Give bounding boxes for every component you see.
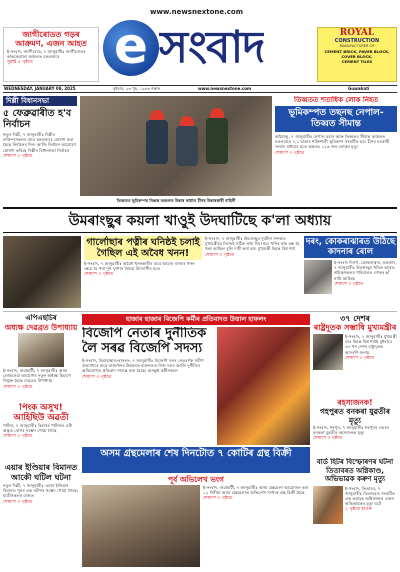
mystery-kicker: ৰহস্যজনক!: [337, 398, 373, 407]
rescue-figure-2: [176, 126, 198, 166]
rescue-photo-caption: তিব্বতত ভূমিকম্পৰ বিধ্বস্ত অঞ্চলত উদ্ধাৰ কাৰ্য্যত চীনৰ উদ্ধাৰকাৰী বাহিনী: [116, 198, 236, 203]
guwahati-cm-story[interactable]: [313, 314, 397, 396]
ad-line-4: CEMENT BRICK, PAVER BLOCK,: [324, 49, 390, 54]
bjp-story[interactable]: [82, 327, 214, 447]
purba-story[interactable]: [82, 475, 310, 569]
coal-banner-headline: উমৰাংছুৰ কয়লা খাওুই উদঘাটিছে ক'লা অধ্যায়: [68, 213, 332, 229]
apsc-body: ই-সংবাদ, গুৱাহাটী, ৭ জানুৱাৰীঃ অসম লোকসেৱা আয়োগৰ নতুন অধ্যক্ষ হিচাপে নিযুক্ত হৈছে দেৱব্ৰত উপাধ্যায়: [3, 368, 71, 384]
air-india-body: নতুন দিল্লী, ৭ জানুৱাৰীঃ এয়াৰ ইণ্ডিয়াৰ বিমানত পুনৰ এক ঘটনাৰ সম্ভেদ পোৱা গৈছে। যাত্ৰীসকলৰ মাজত: [3, 483, 78, 499]
kokrajhar-more[interactable]: শেষাংশ ৩ পৃষ্ঠাত: [334, 281, 364, 287]
left-promo-title-2: আক্ৰমণ, এজন আহত: [15, 39, 87, 48]
tinsukia-more[interactable]: ২ পৃষ্ঠাত চাওক: [345, 507, 372, 513]
row-divider: [3, 311, 397, 312]
rescue-helmet-2: [180, 116, 194, 126]
cm-more[interactable]: শেষাংশ ৩ পৃষ্ঠাত: [205, 252, 235, 258]
guwahati-cm-more[interactable]: শেষাংশ ৩ পৃষ্ঠাত: [345, 355, 375, 361]
mine-headline: গাৰ্লোছাৰ পত্নীৰ ঘনিষ্ঠই চলাই গৈছিল এই অবৈধ খনন!: [84, 236, 202, 260]
dateline-bar: [3, 85, 397, 93]
book-fair-photo: [82, 485, 200, 567]
bjp-rally-photo: [217, 327, 310, 445]
left-promo-title-1: জাগীৰোডত গড়ৰ: [22, 30, 80, 39]
mine-photo: [3, 236, 81, 308]
tibet-more[interactable]: শেষাংশ ৩ পৃষ্ঠাত: [275, 150, 305, 156]
logo-e-icon: e: [103, 20, 159, 76]
delhi-body: নতুন দিল্লী, ৭ জানুৱাৰীঃ দিল্লীৰ বাসিন্দাসকলৰ বাবে মঙলবাৰে ঘোষণা কৰা হৈছে নিৰ্বাচনৰ দিন। আজি নিৰ্বাচন আয়োগে ঘোষণা কৰিছে দিল্লীৰ বিধানসভা নিৰ্বাচন: [3, 132, 77, 153]
dateline-date-as: বুধবাৰ, ২৩ পুহ, ১৯৪৬ শকাব্দ: [113, 86, 161, 91]
tibet-story[interactable]: [275, 96, 397, 208]
air-india-story[interactable]: [3, 463, 79, 569]
mystery-story[interactable]: [313, 398, 397, 456]
ad-line-3: MANUFACTURER OF: [339, 44, 375, 48]
mystery-body: ই-সংবাদ, গহপুৰ, ৭ জানুৱাৰীঃ গহপুৰৰ এঘৰৰ বনকৰা যুৱতীৰ ৰহস্যজনক মৃত্যু: [313, 425, 390, 436]
delhi-more[interactable]: শেষাংশ ৩ পৃষ্ঠাত: [3, 153, 33, 159]
apsc-headline: অধ্যক্ষ দেৱব্ৰত উপাধ্যায়: [4, 323, 78, 332]
guwahati-cm-headline: ৰাষ্ট্ৰদূতক সম্ভাষি মুখ্যমন্ত্ৰীৰ: [313, 323, 397, 332]
apsc-more[interactable]: শেষাংশ ৩ পৃষ্ঠাত: [3, 384, 33, 390]
tibet-body: কাঠমাণ্ডু, ৭ জানুৱাৰীঃ নেপাল বহাৰ আৰু তিব্বতৰ সীমান্ত অঞ্চলত মঙলবাৰে ৭.১ মাত্ৰাৰ শক্তিশালী ভূমিকম্প সংঘটিত হয়। চীনৰ চৰকাৰী সংবাদ মাধ্যমৰ মতে অন্ততঃ ১২৬ জন লোকৰ মৃত্যু: [275, 134, 390, 150]
dateline-site[interactable]: www.newsnextone.com: [198, 86, 252, 91]
left-promo[interactable]: [3, 27, 99, 82]
logo-text: সংবাদ: [159, 22, 265, 73]
ad-line-2: CONSTRUCTION: [334, 38, 380, 44]
dateline-city: Guwahati: [348, 86, 370, 91]
tibet-kicker: তিব্বতত শতাধিক লোক নিহত: [294, 96, 378, 104]
tibet-headline: ভূমিকম্পত তছনছ নেপাল-তিব্বত সীমান্ত: [275, 106, 397, 132]
tinsukia-headline: বাৰ্ড হিটৰ বিস্ফোৰণৰ ঘটনা তিতাবৰত অগ্নিকাণ্ড, অভিভাৱক কৰুণ মৃত্যু: [316, 458, 394, 483]
rescue-figure-1: [146, 120, 168, 164]
dateline-date-en: WEDNESDAY, JANUARY 08, 2025: [4, 86, 76, 91]
apsc-photo: [18, 333, 64, 367]
kokrajhar-photo: [304, 260, 332, 294]
bjp-more[interactable]: শেষাংশ ৩ পৃষ্ঠাত: [82, 374, 112, 380]
apsc-story[interactable]: [3, 314, 79, 400]
book-fair-bar[interactable]: [82, 447, 310, 473]
pink-body: পাটনা, ৭ জানুৱাৰীঃ বিহাৰৰ পাটনাত এটা অদ্ভুত ৰোগৰ সম্ভেদ পোৱা গৈছে: [3, 423, 73, 434]
book-fair-headline: অসম গ্ৰন্থমেলাৰ শেষ দিনটোত ৭ কোটিৰ গ্ৰন্থ বিক্ৰী: [100, 448, 292, 459]
left-promo-more[interactable]: সুৱাই ৫ পৃষ্ঠাত: [7, 60, 33, 66]
air-india-more[interactable]: শেষাংশ ৩ পৃষ্ঠাত: [3, 499, 33, 505]
ad-line-5: COVER BLOCK,: [341, 54, 373, 59]
mystery-headline: গহপুৰত বনকৰা যুৱতীৰ মৃত্যু: [319, 407, 391, 425]
purba-more[interactable]: শেষাংশ ৩ পৃষ্ঠাত: [203, 496, 233, 502]
mine-story[interactable]: [84, 236, 202, 308]
cm-body: ই-সংবাদ, ৭ জানুৱাৰীঃ উমৰাংছুৰ দুৰ্ঘটনা সন্দৰ্ভত মুখ্যমন্ত্ৰীয়ে নিজেই সঠিক তথ্য দিয়া হয়। খনিৰ কাম বন্ধ হৈ থকা আছিল বুলি দাবী কৰা হয়। মুখ্যমন্ত্ৰী হিমন্ত বিশ্ব শৰ্মা: [205, 236, 300, 252]
purba-body: ই-সংবাদ, গুৱাহাটী, ৭ জানুৱাৰীঃ অসম গ্ৰন্থমেলা আয়োজন কৰা ১২ দিনীয়া অসম গ্ৰন্থমেলাত অভিলেখ সংখ্যক গ্ৰন্থ বিক্ৰী হৈছে: [203, 485, 309, 496]
mine-body: ই-সংবাদ, ৭ জানুৱাৰীঃ অৱৈধ খননকাৰীৰ বাবে আমাৰ ৰাজ্যৰ খনন ক্ষেত্ৰ হৈ পৰা দুখ দুৰ্দশাৰ বিষয়ে উদ্যোগীৰ মতে: [84, 261, 195, 272]
kokrajhar-headline: দৰং, কোকৰাঝাৰত উঠিছে কাদনাৰ ৰোল: [305, 237, 396, 257]
rescue-figure-3: [206, 118, 228, 164]
delhi-label: দিল্লী বিধানসভা: [3, 96, 77, 106]
rescue-helmet-3: [210, 108, 224, 118]
rescue-helmet-1: [150, 110, 164, 120]
site-url[interactable]: www.newsnextone.com: [150, 8, 244, 16]
bjp-body: ই-সংবাদ, ডিমাহাছাও-হাফলং, ৭ জানুৱাৰীঃ বিজেপি দলৰ নেতৃবৰ্গক সমীপ প্ৰত্যাশাৰে বাবে বাজ্যখনৰ উন্নয়নত হাফলঙত নিজ দলৰ আজি দুৰ্নীতিৰ অভিযোগত প্ৰতিবাদ সাব্যস্ত কৰা হৈছে। অসন্তুষ্ট কৰ্মীসকলে: [82, 358, 204, 374]
tinsukia-body: ই-সংবাদ, তিতাবৰ, ৭ জানুৱাৰীঃ তিতাবৰত সংঘটিত এক ভয়াৱহ অগ্নিকাণ্ডত এজন অভিভাৱকৰ মৃত্যু ঘটে: [345, 485, 395, 507]
delhi-headline: ৫ ফেব্ৰুৱাৰীত হ'ব নিৰ্বাচন: [3, 108, 72, 130]
air-india-headline: এয়াৰ ইণ্ডিয়াৰ বিমানত আকৌ ঘটিল ঘটনা: [4, 463, 78, 482]
bjp-kicker-bar[interactable]: হাজাৰ হাজাৰ বিজেপি কৰ্মীৰ প্ৰতিবাদত উত্তাল হাফলং: [82, 314, 310, 325]
masthead: [0, 0, 400, 84]
guwahati-cm-body: ই-সংবাদ, ৭ জানুৱাৰীঃ মুখ্যমন্ত্ৰী ডাঃ হিমন্ত বিশ্ব শৰ্মাই বুধবাৰে ৩৭ খন দেশৰ ৰাষ্ট্ৰদূতক আদৰণি জনায়: [345, 334, 397, 355]
kokrajhar-story[interactable]: [304, 236, 397, 308]
guwahati-cm-kicker: ৩৭ দেশৰ: [340, 314, 370, 323]
kokrajhar-body: ই-সংবাদ দিসপ, কোকৰাঝাৰ, মঙলদৈ, ৭ জানুৱাৰীঃ উমৰাংছুৰ খনিত আবদ্ধ শ্ৰমিকসকলৰ পৰিয়ালত শোকৰ ছাঁ নামি আহিছে: [334, 260, 397, 281]
rescue-photo: [80, 96, 272, 196]
purba-label: পূৰ্ব অভিলেখ ভংগ: [168, 475, 224, 484]
ad-line-1: ROYAL: [339, 28, 375, 38]
ad-line-6: CEMENT TILES: [341, 59, 373, 64]
tinsukia-story[interactable]: [313, 458, 397, 569]
left-promo-body: ই-সংবাদ, জাগীৰোড, ৭ জানুৱাৰীঃ জাগীৰোডৰ কাককেরাজা অঞ্চলত মঙলবাৰে: [7, 49, 86, 60]
pink-headline: পিংক অসুখ! আহিছিউ অৱতী: [13, 403, 69, 423]
cm-story[interactable]: [205, 236, 301, 308]
tinsukia-photo: [313, 486, 343, 524]
bjp-headline: বিজেপি নেতাৰ দুৰ্নীতিক লৈ সৰৱ বিজেপি সদস্য: [82, 327, 207, 356]
coal-banner[interactable]: [3, 207, 397, 233]
mine-more[interactable]: শেষাংশ ৩ পৃষ্ঠাত: [84, 272, 114, 278]
pink-more[interactable]: শেষাংশ ৩ পৃষ্ঠাত: [3, 434, 33, 440]
logo[interactable]: [103, 18, 313, 80]
apsc-label: এপিএছচিৰ: [25, 314, 57, 322]
pink-story[interactable]: [3, 403, 79, 461]
guwahati-cm-photo: [313, 334, 343, 370]
mystery-more[interactable]: শেষাংশ ৩ পৃষ্ঠাত: [313, 436, 343, 442]
delhi-story[interactable]: [3, 96, 77, 208]
ad-royal-construction[interactable]: [317, 27, 397, 82]
